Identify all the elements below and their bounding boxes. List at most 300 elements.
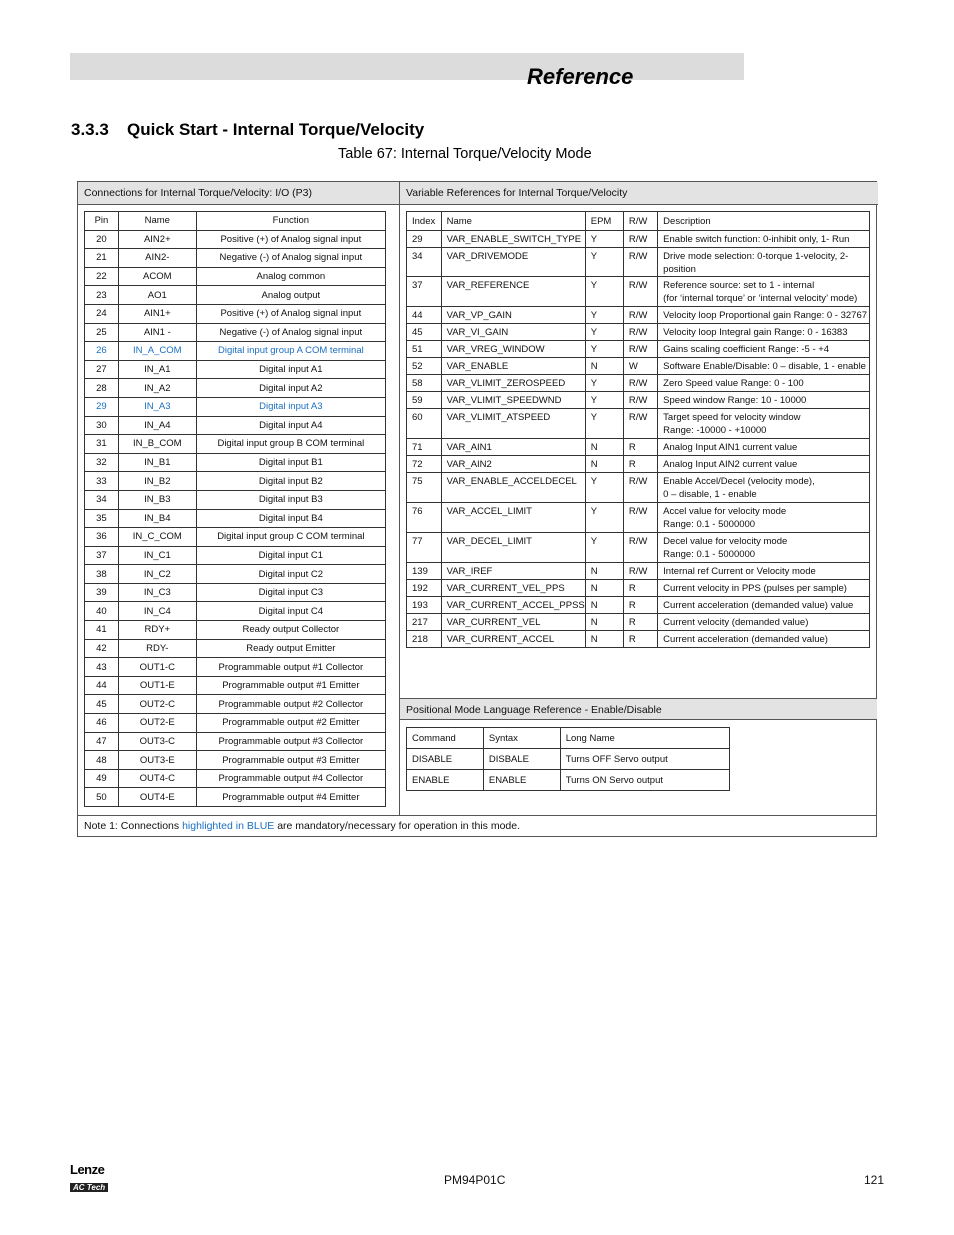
pin-number: 36	[85, 528, 119, 547]
pin-function: Digital input group B COM terminal	[196, 435, 385, 454]
pin-function: Digital input A3	[196, 397, 385, 416]
pin-name: OUT4-C	[118, 769, 196, 788]
description-line: Range: -10000 - +10000	[663, 425, 767, 436]
variable-rw: R/W	[623, 324, 657, 341]
pin-name: IN_C1	[118, 546, 196, 565]
pin-function: Digital input group C COM terminal	[196, 528, 385, 547]
pin-function: Programmable output #4 Collector	[196, 769, 385, 788]
description-line: Drive mode selection: 0-torque 1-velocity, 2-position	[663, 251, 849, 275]
variable-name: VAR_VLIMIT_SPEEDWND	[441, 392, 585, 409]
connections-panel	[78, 182, 400, 815]
variable-index: 75	[407, 473, 442, 503]
pin-name: IN_B1	[118, 453, 196, 472]
page-number: 121	[864, 1173, 885, 1187]
command-long-name: Turns OFF Servo output	[560, 749, 729, 770]
variable-name: VAR_ACCEL_LIMIT	[441, 503, 585, 533]
command-syntax: DISBALE	[483, 749, 560, 770]
column-header: Description	[658, 212, 870, 231]
variable-rw: R	[623, 439, 657, 456]
pin-row	[85, 528, 386, 547]
header-bar	[70, 53, 744, 80]
pin-number: 45	[85, 695, 119, 714]
variable-description	[658, 563, 870, 580]
description-line: Current acceleration (demanded value) value	[663, 600, 854, 611]
note-highlight: highlighted in BLUE	[182, 820, 275, 832]
variable-description	[658, 533, 870, 563]
variable-description	[658, 614, 870, 631]
pin-name: RDY-	[118, 639, 196, 658]
pin-table	[84, 211, 386, 807]
variable-epm: Y	[585, 277, 623, 307]
command-table	[406, 727, 730, 791]
pin-row	[85, 639, 386, 658]
pin-number: 33	[85, 472, 119, 491]
description-line: Current velocity in PPS (pulses per sample)	[663, 583, 847, 594]
variable-row	[407, 631, 870, 648]
pin-function: Ready output Collector	[196, 621, 385, 640]
pin-row	[85, 453, 386, 472]
variable-rw: R/W	[623, 563, 657, 580]
pin-row	[85, 230, 386, 249]
command-row	[407, 749, 730, 770]
pin-row	[85, 788, 386, 807]
variable-index: 45	[407, 324, 442, 341]
variable-index: 193	[407, 597, 442, 614]
variable-index: 59	[407, 392, 442, 409]
variable-row	[407, 375, 870, 392]
variable-row	[407, 341, 870, 358]
page-header-title: Reference	[527, 64, 634, 89]
pin-row	[85, 286, 386, 305]
pin-function: Digital input C3	[196, 583, 385, 602]
variable-index: 192	[407, 580, 442, 597]
pin-function: Digital input A4	[196, 416, 385, 435]
variable-index: 77	[407, 533, 442, 563]
pin-row	[85, 472, 386, 491]
variable-index: 72	[407, 456, 442, 473]
pin-row	[85, 602, 386, 621]
variable-row	[407, 456, 870, 473]
variable-rw: R	[623, 580, 657, 597]
pin-number: 27	[85, 360, 119, 379]
pin-number: 25	[85, 323, 119, 342]
logo-wordmark: Lenze	[70, 1162, 105, 1177]
pin-name: OUT3-E	[118, 751, 196, 770]
variable-epm: Y	[585, 375, 623, 392]
pin-number: 24	[85, 304, 119, 323]
variable-name: VAR_CURRENT_VEL	[441, 614, 585, 631]
variable-name: VAR_AIN1	[441, 439, 585, 456]
variable-row	[407, 614, 870, 631]
column-header: Syntax	[483, 728, 560, 749]
variable-row	[407, 231, 870, 248]
description-line: Enable Accel/Decel (velocity mode),	[663, 476, 815, 487]
description-line: Internal ref Current or Velocity mode	[663, 566, 816, 577]
description-line: Target speed for velocity window	[663, 412, 801, 423]
pin-table-header	[85, 212, 386, 231]
pin-name: OUT1-E	[118, 676, 196, 695]
pin-name: ACOM	[118, 267, 196, 286]
pin-function: Programmable output #1 Emitter	[196, 676, 385, 695]
variable-name: VAR_CURRENT_VEL_PPS	[441, 580, 585, 597]
variable-index: 52	[407, 358, 442, 375]
pin-function: Digital input C4	[196, 602, 385, 621]
pin-number: 39	[85, 583, 119, 602]
pin-number: 48	[85, 751, 119, 770]
pin-number: 28	[85, 379, 119, 398]
pin-function: Programmable output #4 Emitter	[196, 788, 385, 807]
pin-number: 43	[85, 658, 119, 677]
logo-subbrand: AC Tech	[70, 1183, 108, 1192]
variable-description	[658, 307, 870, 324]
variable-index: 76	[407, 503, 442, 533]
pin-row	[85, 342, 386, 361]
pin-name: IN_A3	[118, 397, 196, 416]
pin-number: 41	[85, 621, 119, 640]
variable-epm: N	[585, 614, 623, 631]
pin-name: IN_A2	[118, 379, 196, 398]
pin-row	[85, 732, 386, 751]
description-line: (for ‘internal torque’ or ‘internal velocity’ mode)	[663, 293, 858, 304]
pin-name: IN_A1	[118, 360, 196, 379]
variable-rw: R/W	[623, 533, 657, 563]
variable-epm: Y	[585, 324, 623, 341]
positional-panel-title: Positional Mode Language Reference - Enable/Disable	[400, 698, 877, 720]
pin-function: Analog common	[196, 267, 385, 286]
description-line: Range: 0.1 - 5000000	[663, 519, 756, 530]
pin-function: Analog output	[196, 286, 385, 305]
variable-description	[658, 324, 870, 341]
pin-row	[85, 583, 386, 602]
description-line: Analog Input AIN2 current value	[663, 459, 798, 470]
pin-name: OUT3-C	[118, 732, 196, 751]
variable-index: 218	[407, 631, 442, 648]
variable-row	[407, 563, 870, 580]
pin-row	[85, 751, 386, 770]
command-syntax: ENABLE	[483, 770, 560, 791]
note-prefix: Note 1: Connections	[84, 820, 183, 832]
description-line: Velocity loop Proportional gain Range: 0 - 32767	[663, 310, 868, 321]
variable-name: VAR_CURRENT_ACCEL	[441, 631, 585, 648]
section-heading	[71, 120, 424, 140]
variable-description	[658, 409, 870, 439]
pin-name: IN_B2	[118, 472, 196, 491]
variable-name: VAR_VP_GAIN	[441, 307, 585, 324]
pin-function: Negative (-) of Analog signal input	[196, 249, 385, 268]
variable-row	[407, 277, 870, 307]
pin-name: RDY+	[118, 621, 196, 640]
pin-row	[85, 416, 386, 435]
variable-row	[407, 324, 870, 341]
pin-name: OUT2-E	[118, 714, 196, 733]
variable-name: VAR_ENABLE_SWITCH_TYPE	[441, 231, 585, 248]
pin-name: IN_C2	[118, 565, 196, 584]
pin-row	[85, 267, 386, 286]
command-table-header	[407, 728, 730, 749]
variable-epm: Y	[585, 473, 623, 503]
variable-row	[407, 392, 870, 409]
pin-row	[85, 509, 386, 528]
pin-row	[85, 695, 386, 714]
variable-description	[658, 358, 870, 375]
variable-epm: N	[585, 563, 623, 580]
variable-epm: Y	[585, 409, 623, 439]
description-line: Range: 0.1 - 5000000	[663, 549, 756, 560]
pin-function: Digital input B2	[196, 472, 385, 491]
variable-name: VAR_VI_GAIN	[441, 324, 585, 341]
variable-description	[658, 439, 870, 456]
mode-table	[77, 181, 877, 837]
description-line: Velocity loop Integral gain Range: 0 - 16383	[663, 327, 848, 338]
variables-panel	[400, 182, 878, 815]
column-header: R/W	[623, 212, 657, 231]
pin-name: IN_A4	[118, 416, 196, 435]
variable-epm: N	[585, 439, 623, 456]
variable-name: VAR_ENABLE	[441, 358, 585, 375]
pin-function: Digital input group A COM terminal	[196, 342, 385, 361]
table-caption: Table 67: Internal Torque/Velocity Mode	[338, 146, 592, 162]
pin-number: 50	[85, 788, 119, 807]
variable-name: VAR_IREF	[441, 563, 585, 580]
pin-function: Programmable output #2 Emitter	[196, 714, 385, 733]
variable-epm: Y	[585, 307, 623, 324]
variable-row	[407, 307, 870, 324]
variable-epm: Y	[585, 248, 623, 277]
description-line: Gains scaling coefficient Range: -5 - +4	[663, 344, 830, 355]
pin-function: Digital input C1	[196, 546, 385, 565]
section-title: Quick Start - Internal Torque/Velocity	[127, 120, 425, 139]
pin-name: AIN2+	[118, 230, 196, 249]
pin-number: 49	[85, 769, 119, 788]
pin-function: Programmable output #1 Collector	[196, 658, 385, 677]
section-number: 3.3.3	[71, 120, 109, 139]
pin-name: AIN1 -	[118, 323, 196, 342]
pin-number: 30	[85, 416, 119, 435]
variable-epm: N	[585, 580, 623, 597]
variable-description	[658, 248, 870, 277]
command-row	[407, 770, 730, 791]
variable-rw: R	[623, 456, 657, 473]
variable-description	[658, 456, 870, 473]
pin-row	[85, 676, 386, 695]
variable-name: VAR_VREG_WINDOW	[441, 341, 585, 358]
variable-table-header	[407, 212, 870, 231]
pin-name: OUT4-E	[118, 788, 196, 807]
column-header: Index	[407, 212, 442, 231]
pin-function: Programmable output #3 Emitter	[196, 751, 385, 770]
pin-row	[85, 360, 386, 379]
pin-function: Negative (-) of Analog signal input	[196, 323, 385, 342]
pin-number: 29	[85, 397, 119, 416]
pin-row	[85, 249, 386, 268]
variable-description	[658, 503, 870, 533]
variable-name: VAR_DECEL_LIMIT	[441, 533, 585, 563]
variable-epm: N	[585, 631, 623, 648]
description-line: 0 – disable, 1 - enable	[663, 489, 757, 500]
variable-description	[658, 341, 870, 358]
variable-index: 51	[407, 341, 442, 358]
description-line: Current acceleration (demanded value)	[663, 634, 828, 645]
column-header: Function	[196, 212, 385, 231]
column-header: Name	[118, 212, 196, 231]
pin-function: Programmable output #3 Collector	[196, 732, 385, 751]
description-line: Reference source: set to 1 - internal	[663, 280, 815, 291]
variable-epm: Y	[585, 392, 623, 409]
variable-name: VAR_VLIMIT_ATSPEED	[441, 409, 585, 439]
variable-epm: Y	[585, 503, 623, 533]
variable-rw: R	[623, 614, 657, 631]
pin-row	[85, 658, 386, 677]
variable-rw: R/W	[623, 392, 657, 409]
pin-number: 23	[85, 286, 119, 305]
pin-row	[85, 435, 386, 454]
pin-name: IN_B_COM	[118, 435, 196, 454]
variable-index: 217	[407, 614, 442, 631]
pin-name: IN_C_COM	[118, 528, 196, 547]
description-line: Enable switch function: 0-inhibit only, 1- Run	[663, 234, 850, 245]
pin-number: 20	[85, 230, 119, 249]
pin-name: OUT2-C	[118, 695, 196, 714]
pin-row	[85, 565, 386, 584]
variable-description	[658, 631, 870, 648]
variable-rw: R/W	[623, 277, 657, 307]
pin-function: Programmable output #2 Collector	[196, 695, 385, 714]
pin-number: 21	[85, 249, 119, 268]
column-header: EPM	[585, 212, 623, 231]
variable-index: 71	[407, 439, 442, 456]
variable-name: VAR_ENABLE_ACCELDECEL	[441, 473, 585, 503]
pin-number: 22	[85, 267, 119, 286]
command-name: DISABLE	[407, 749, 484, 770]
variable-rw: R/W	[623, 248, 657, 277]
description-line: Analog Input AIN1 current value	[663, 442, 798, 453]
variable-row	[407, 409, 870, 439]
pin-function: Digital input C2	[196, 565, 385, 584]
table-note	[78, 815, 876, 836]
variable-rw: R/W	[623, 503, 657, 533]
variable-rw: R	[623, 597, 657, 614]
pin-number: 31	[85, 435, 119, 454]
command-name: ENABLE	[407, 770, 484, 791]
variable-description	[658, 580, 870, 597]
pin-function: Positive (+) of Analog signal input	[196, 230, 385, 249]
pin-name: AO1	[118, 286, 196, 305]
pin-function: Digital input A2	[196, 379, 385, 398]
pin-name: IN_A_COM	[118, 342, 196, 361]
variable-rw: R/W	[623, 375, 657, 392]
pin-number: 37	[85, 546, 119, 565]
pin-function: Digital input B4	[196, 509, 385, 528]
pin-number: 47	[85, 732, 119, 751]
variable-rw: R/W	[623, 341, 657, 358]
variable-table	[406, 211, 870, 648]
pin-number: 32	[85, 453, 119, 472]
description-line: Speed window Range: 10 - 10000	[663, 395, 807, 406]
pin-number: 35	[85, 509, 119, 528]
variable-epm: N	[585, 597, 623, 614]
variable-description	[658, 473, 870, 503]
pin-name: IN_B4	[118, 509, 196, 528]
lenze-logo	[70, 1162, 110, 1192]
pin-function: Ready output Emitter	[196, 639, 385, 658]
variable-description	[658, 392, 870, 409]
document-id: PM94P01C	[444, 1173, 506, 1187]
variable-epm: N	[585, 358, 623, 375]
variable-row	[407, 597, 870, 614]
variable-rw: R/W	[623, 307, 657, 324]
column-header: Name	[441, 212, 585, 231]
variable-index: 37	[407, 277, 442, 307]
pin-row	[85, 621, 386, 640]
note-suffix: are mandatory/necessary for operation in this mode.	[274, 820, 521, 832]
description-line: Accel value for velocity mode	[663, 506, 787, 517]
pin-row	[85, 379, 386, 398]
pin-row	[85, 769, 386, 788]
variable-rw: R/W	[623, 409, 657, 439]
variable-rw: W	[623, 358, 657, 375]
pin-row	[85, 304, 386, 323]
pin-name: AIN2-	[118, 249, 196, 268]
variable-description	[658, 597, 870, 614]
pin-function: Digital input A1	[196, 360, 385, 379]
variable-epm: Y	[585, 231, 623, 248]
variable-epm: Y	[585, 341, 623, 358]
column-header: Long Name	[560, 728, 729, 749]
variable-description	[658, 375, 870, 392]
pin-number: 46	[85, 714, 119, 733]
variable-epm: N	[585, 456, 623, 473]
pin-name: IN_C4	[118, 602, 196, 621]
variable-row	[407, 358, 870, 375]
variable-rw: R/W	[623, 231, 657, 248]
pin-row	[85, 397, 386, 416]
pin-number: 34	[85, 490, 119, 509]
variable-row	[407, 503, 870, 533]
variable-index: 60	[407, 409, 442, 439]
variable-description	[658, 231, 870, 248]
command-long-name: Turns ON Servo output	[560, 770, 729, 791]
variable-index: 139	[407, 563, 442, 580]
connections-panel-title: Connections for Internal Torque/Velocity: I/O (P3)	[78, 182, 399, 205]
column-header: Pin	[85, 212, 119, 231]
description-line: Decel value for velocity mode	[663, 536, 788, 547]
variable-epm: Y	[585, 533, 623, 563]
pin-row	[85, 323, 386, 342]
variable-row	[407, 248, 870, 277]
variable-name: VAR_REFERENCE	[441, 277, 585, 307]
variable-name: VAR_VLIMIT_ZEROSPEED	[441, 375, 585, 392]
description-line: Current velocity (demanded value)	[663, 617, 809, 628]
description-line: Zero Speed value Range: 0 - 100	[663, 378, 804, 389]
pin-number: 44	[85, 676, 119, 695]
column-header: Command	[407, 728, 484, 749]
pin-function: Digital input B3	[196, 490, 385, 509]
variable-row	[407, 580, 870, 597]
variable-index: 44	[407, 307, 442, 324]
pin-function: Positive (+) of Analog signal input	[196, 304, 385, 323]
variable-rw: R	[623, 631, 657, 648]
pin-row	[85, 714, 386, 733]
variable-name: VAR_CURRENT_ACCEL_PPSS	[441, 597, 585, 614]
pin-name: IN_C3	[118, 583, 196, 602]
variable-row	[407, 439, 870, 456]
description-line: Software Enable/Disable: 0 – disable, 1 - enable	[663, 361, 866, 372]
variable-index: 29	[407, 231, 442, 248]
variable-description	[658, 277, 870, 307]
variable-row	[407, 473, 870, 503]
pin-row	[85, 546, 386, 565]
pin-name: OUT1-C	[118, 658, 196, 677]
